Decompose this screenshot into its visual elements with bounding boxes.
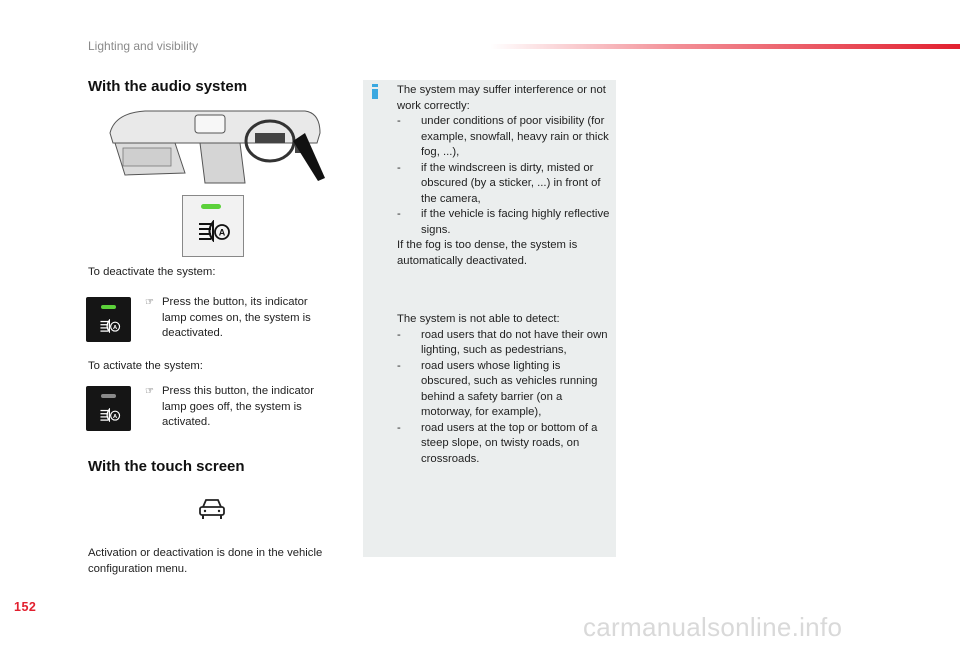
indicator-lamp-on xyxy=(101,305,116,309)
interference-list xyxy=(397,114,611,238)
info-icon xyxy=(372,84,378,99)
header-accent-bar xyxy=(490,44,960,49)
dashboard-illustration xyxy=(105,103,330,188)
car-icon xyxy=(197,497,227,521)
deactivate-button-panel xyxy=(86,297,131,342)
list-item: - if the vehicle is facing highly reflective signs. xyxy=(397,207,611,238)
interference-note xyxy=(397,83,611,269)
deactivate-step xyxy=(145,295,335,342)
svg-text:A: A xyxy=(218,227,226,238)
svg-text:A: A xyxy=(113,413,118,420)
detection-intro: The system is not able to detect: xyxy=(397,313,560,325)
detection-limits-note xyxy=(397,312,611,467)
auto-high-beam-icon xyxy=(98,408,122,422)
auto-high-beam-icon xyxy=(98,319,122,333)
activate-intro: To activate the system: xyxy=(88,360,203,372)
list-item: - if the windscreen is dirty, misted or obscured (by a sticker, ...) in front of the camera, xyxy=(397,161,611,208)
audio-system-heading: With the audio system xyxy=(88,78,248,95)
section-title: Lighting and visibility xyxy=(88,39,199,53)
svg-text:A: A xyxy=(113,324,118,331)
list-item: - road users that do not have their own lighting, such as pedestrians, xyxy=(397,328,611,359)
indicator-lamp-on xyxy=(201,204,221,209)
interference-intro: The system may suffer interference or not work correctly: xyxy=(397,84,606,112)
step-arrow-icon: ☞ xyxy=(145,297,154,308)
watermark: carmanualsonline.info xyxy=(583,612,843,642)
list-item: - road users whose lighting is obscured, such as vehicles running behind a safety barrier (on a motorway, for example), xyxy=(397,359,611,421)
step-arrow-icon: ☞ xyxy=(145,386,154,397)
activate-step xyxy=(145,384,335,431)
activate-button-panel xyxy=(86,386,131,431)
touch-screen-heading: With the touch screen xyxy=(88,458,245,475)
list-item: - road users at the top or bottom of a steep slope, on twisty roads, on crossroads. xyxy=(397,421,611,468)
button-closeup-illustration xyxy=(182,195,244,257)
page-number: 152 xyxy=(14,600,37,614)
deactivate-step-text: Press the button, its indicator lamp comes on, the system is deactivated. xyxy=(162,296,311,339)
indicator-lamp-off xyxy=(101,394,116,398)
auto-high-beam-icon xyxy=(197,220,231,242)
detection-list xyxy=(397,328,611,468)
deactivate-intro: To deactivate the system: xyxy=(88,266,216,278)
list-item: - under conditions of poor visibility (for example, snowfall, heavy rain or thick fog, ...), xyxy=(397,114,611,161)
fog-note: If the fog is too dense, the system is automatically deactivated. xyxy=(397,239,578,267)
activate-step-text: Press this button, the indicator lamp goes off, the system is activated. xyxy=(162,385,314,428)
touch-screen-text: Activation or deactivation is done in the vehicle configuration menu. xyxy=(88,547,323,575)
